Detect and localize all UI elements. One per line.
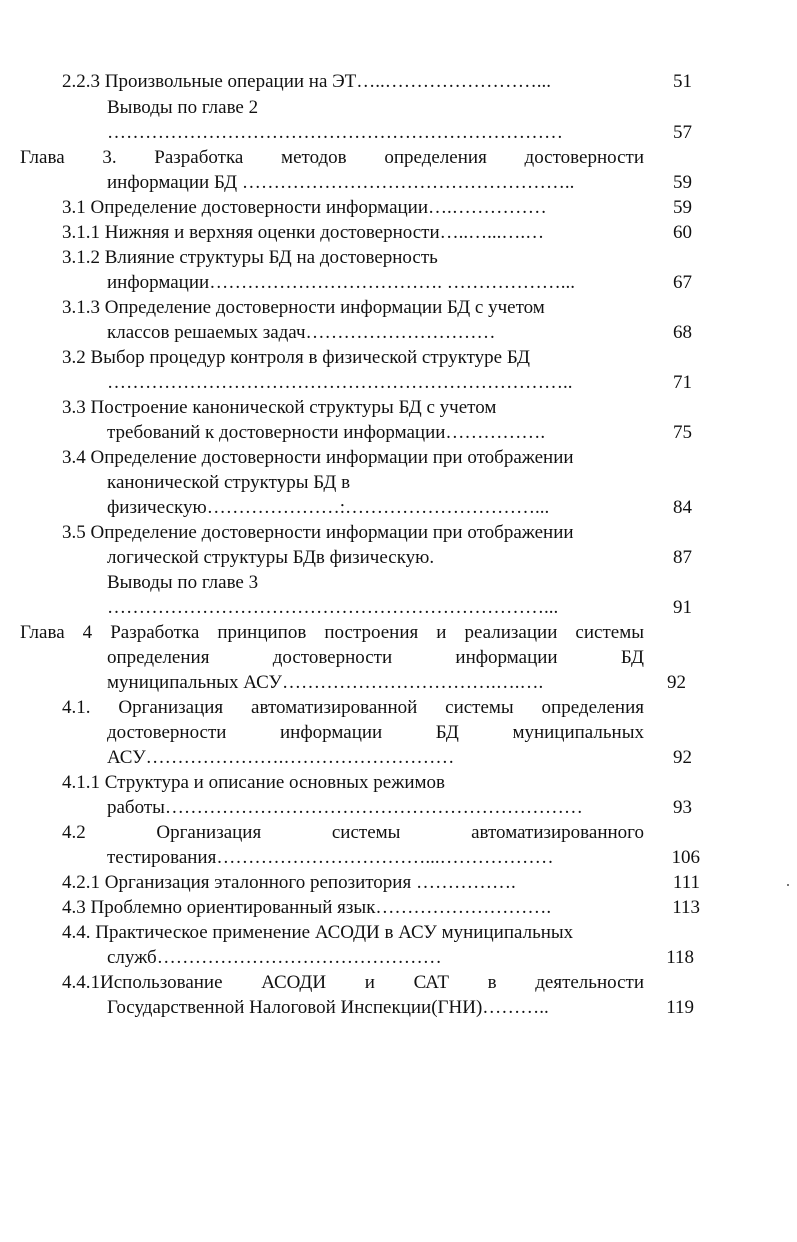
toc-entry-4-1-1-line-2: работы………………………………………………………… bbox=[107, 797, 583, 818]
toc-entry-3-3-line-1: 3.3 Построение канонической структуры БД с учетом bbox=[62, 397, 497, 418]
toc-entry-3-3-line-2: требований к достоверности информации……………. bbox=[107, 422, 546, 443]
toc-entry-4-4-1-line-1: 4.4.1Использование АСОДИ и САТ в деятельности bbox=[62, 972, 644, 993]
toc-entry-chapter-4-page: 92 bbox=[667, 672, 686, 693]
toc-entry-conclusions-2-page: 57 bbox=[673, 122, 692, 143]
toc-entry-4-2-page: 106 bbox=[671, 847, 700, 868]
toc-entry-3-4-line-2: канонической структуры БД в bbox=[107, 472, 351, 493]
toc-entry-3-5-line-2: логической структуры БДв физическую. bbox=[107, 547, 435, 568]
toc-entry-3-2-page: 71 bbox=[673, 372, 692, 393]
toc-entry-conclusions-2-line-1: Выводы по главе 2 bbox=[107, 97, 259, 118]
toc-entry-4-4-line-2: служб……………………………………… bbox=[107, 947, 442, 968]
toc-entry-4-1-line-2: достоверности информации БД муниципальных bbox=[107, 722, 644, 743]
toc-entry-4-2-1-page: 111 bbox=[672, 872, 700, 893]
toc-entry-4-1-page: 92 bbox=[673, 747, 692, 768]
toc-entry-2-2-3-line-1: 2.2.3 Произвольные операции на ЭТ…..……………………... bbox=[62, 71, 552, 92]
toc-entry-2-2-3-page: 51 bbox=[673, 71, 692, 92]
toc-entry-3-1-1-line-1: 3.1.1 Нижняя и верхняя оценки достоверности…..…...….… bbox=[62, 222, 545, 243]
toc-entry-conclusions-2-line-2: ……………………………………………………………… bbox=[107, 122, 563, 143]
toc-entry-chapter-4-line-2: определения достоверности информации БД bbox=[107, 647, 644, 668]
toc-entry-conclusions-3-line-1: Выводы по главе 3 bbox=[107, 572, 259, 593]
toc-entry-chapter-3-line-2: информации БД …………………………………………….. bbox=[107, 172, 575, 193]
toc-entry-4-2-1-line-1: 4.2.1 Организация эталонного репозитория ……………. bbox=[62, 872, 516, 893]
scan-speck bbox=[787, 884, 789, 886]
toc-entry-3-2-line-1: 3.2 Выбор процедур контроля в физической структуре БД bbox=[62, 347, 531, 368]
toc-entry-3-5-page: 87 bbox=[673, 547, 692, 568]
toc-entry-4-2-line-1: 4.2 Организация системы автоматизированного bbox=[62, 822, 644, 843]
toc-entry-4-1-1-page: 93 bbox=[673, 797, 692, 818]
toc-entry-chapter-3-page: 59 bbox=[673, 172, 692, 193]
toc-entry-3-1-page: 59 bbox=[673, 197, 692, 218]
toc-entry-3-2-line-2: ……………………………………………………………….. bbox=[107, 372, 573, 393]
toc-entry-3-3-page: 75 bbox=[673, 422, 692, 443]
toc-entry-conclusions-3-line-2: ……………………………………………………………... bbox=[107, 597, 559, 618]
toc-entry-4-2-line-2: тестирования……………………………...……………… bbox=[107, 847, 554, 868]
toc-entry-4-4-line-1: 4.4. Практическое применение АСОДИ в АСУ муниципальных bbox=[62, 922, 574, 943]
toc-entry-3-5-line-1: 3.5 Определение достоверности информации при отображении bbox=[62, 522, 574, 543]
toc-entry-3-1-2-line-2: информации………………………………. ………………... bbox=[107, 272, 575, 293]
toc-entry-3-1-2-page: 67 bbox=[673, 272, 692, 293]
toc-entry-3-1-line-1: 3.1 Определение достоверности информации….…………… bbox=[62, 197, 547, 218]
toc-entry-4-4-1-line-2: Государственной Налоговой Инспекции(ГНИ)……….. bbox=[107, 997, 549, 1018]
toc-entry-4-1-1-line-1: 4.1.1 Структура и описание основных режимов bbox=[62, 772, 445, 793]
toc-entry-4-3-page: 113 bbox=[672, 897, 700, 918]
toc-entry-conclusions-3-page: 91 bbox=[673, 597, 692, 618]
toc-entry-chapter-4-line-3: муниципальных АСУ…………………………….….…. bbox=[107, 672, 544, 693]
toc-entry-chapter-4-line-1: Глава 4 Разработка принципов построения и реализации системы bbox=[20, 622, 644, 643]
toc-entry-3-1-3-line-2: классов решаемых задач………………………… bbox=[107, 322, 496, 343]
toc-entry-3-1-2-line-1: 3.1.2 Влияние структуры БД на достоверность bbox=[62, 247, 438, 268]
toc-entry-4-4-page: 118 bbox=[666, 947, 694, 968]
toc-entry-3-4-page: 84 bbox=[673, 497, 692, 518]
toc-entry-4-1-line-3: АСУ………………….……………………… bbox=[107, 747, 455, 768]
toc-entry-3-1-3-line-1: 3.1.3 Определение достоверности информации БД с учетом bbox=[62, 297, 545, 318]
toc-entry-3-4-line-3: физическую…………………:…………………………... bbox=[107, 497, 550, 518]
toc-entry-4-1-line-1: 4.1. Организация автоматизированной системы определения bbox=[62, 697, 644, 718]
toc-entry-3-1-3-page: 68 bbox=[673, 322, 692, 343]
toc-entry-3-4-line-1: 3.4 Определение достоверности информации при отображении bbox=[62, 447, 574, 468]
toc-entry-chapter-3-line-1: Глава 3. Разработка методов определения достоверности bbox=[20, 147, 644, 168]
toc-entry-3-1-1-page: 60 bbox=[673, 222, 692, 243]
toc-entry-4-3-line-1: 4.3 Проблемно ориентированный язык………………………. bbox=[62, 897, 552, 918]
toc-entry-4-4-1-page: 119 bbox=[666, 997, 694, 1018]
